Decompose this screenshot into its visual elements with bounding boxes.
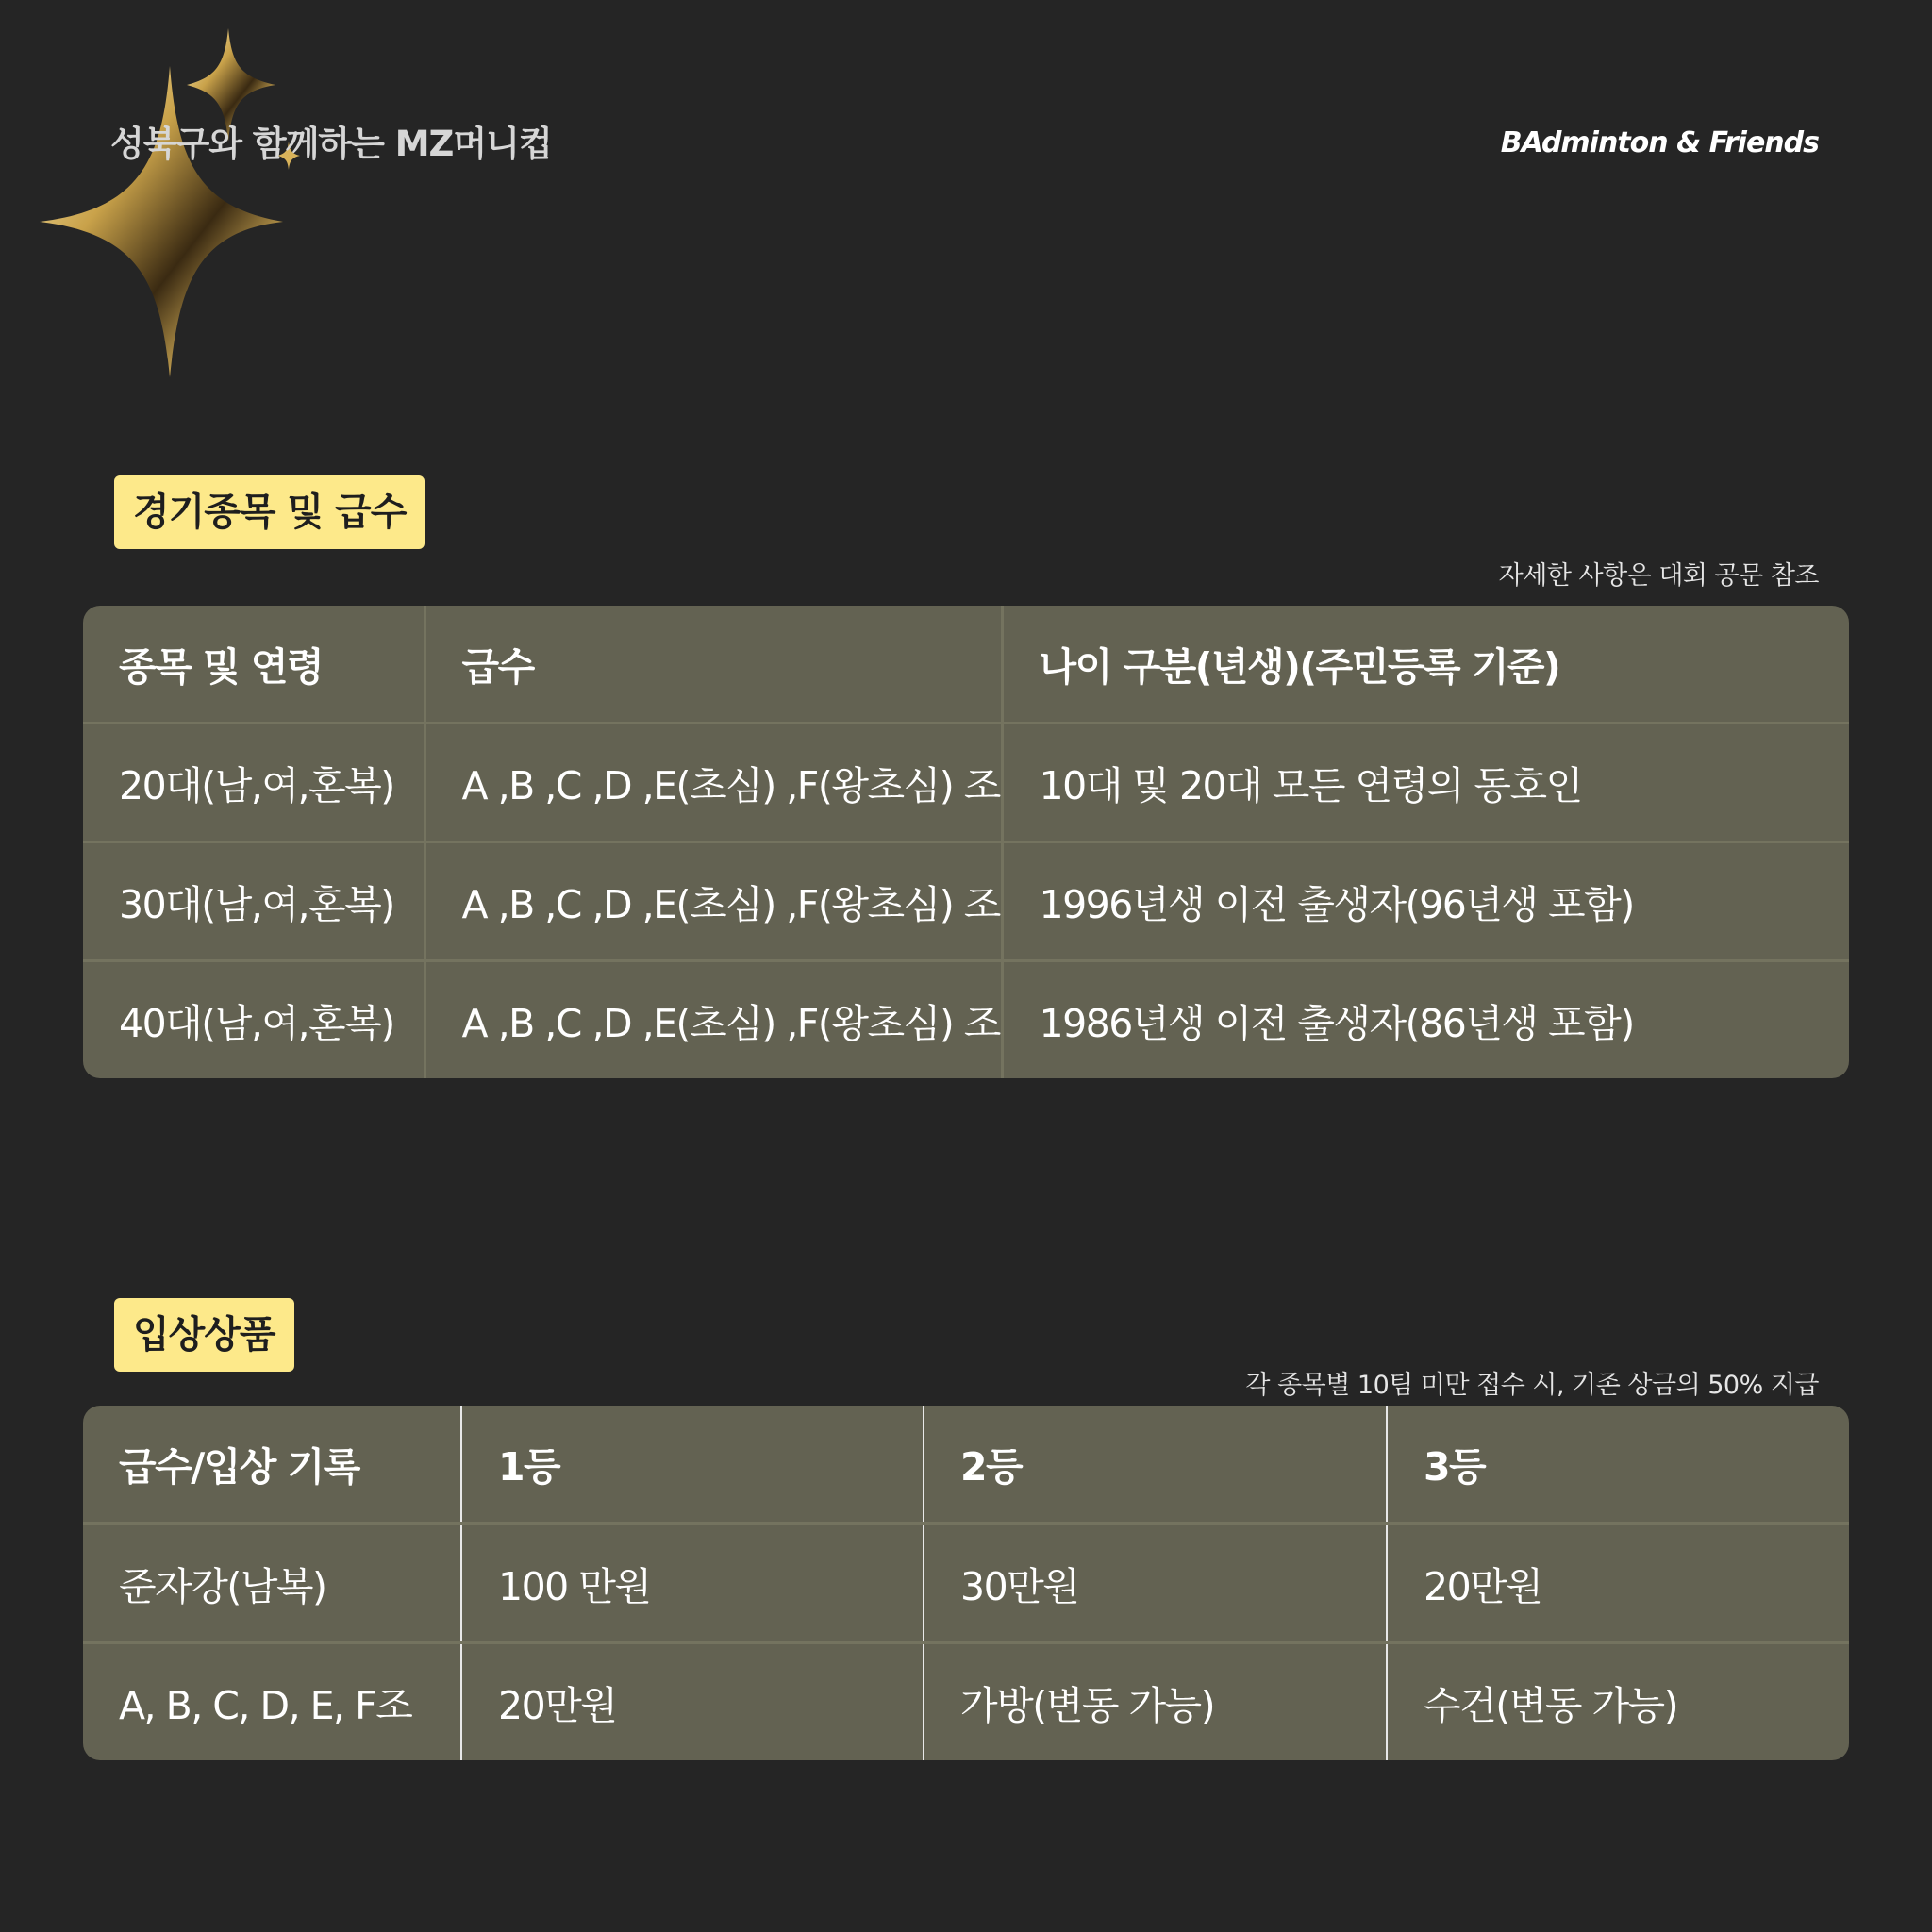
table-cell: 가방(변동 가능) [924,1643,1387,1761]
table-header-row [83,606,1849,724]
table-header-row [83,1406,1849,1524]
section-badge-events: 경기종목 및 급수 [114,475,425,549]
events-table-card [83,606,1849,1078]
column-header: 2등 [924,1406,1387,1524]
table-row [83,961,1849,1079]
prizes-table-card [83,1406,1849,1760]
events-table [83,606,1849,1078]
table-cell: 준자강(남복) [119,1564,326,1609]
table-cell: 10대 및 20대 모든 연령의 동호인 [1002,724,1849,842]
table-cell: 1996년생 이전 출생자(96년생 포함) [1002,842,1849,961]
table-cell: 수건(변동 가능) [1387,1643,1849,1761]
table-row [83,724,1849,842]
prizes-table [83,1406,1849,1760]
column-header: 종목 및 연령 [83,606,425,724]
column-header: 급수/입상 기록 [83,1406,461,1524]
table-cell: 40대(남,여,혼복) [83,961,425,1079]
column-header: 3등 [1387,1406,1849,1524]
section-badge-prizes: 입상상품 [114,1298,294,1372]
column-header: 나이 구분(년생)(주민등록 기준) [1002,606,1849,724]
table-row [83,842,1849,961]
event-title: 성북구와 함께하는 MZ머니컵 [110,124,552,164]
table-cell: A ,B ,C ,D ,E(초심) ,F(왕초심) 조 [425,961,1002,1079]
column-header: 급수 [425,606,1002,724]
table-row [83,1643,1849,1761]
table-cell: A ,B ,C ,D ,E(초심) ,F(왕초심) 조 [425,724,1002,842]
table-cell: 20만원 [1387,1524,1849,1643]
gold-sparkle-icon [28,19,330,396]
table-cell: 30대(남,여,혼복) [83,842,425,961]
section-note-prizes: 각 종목별 10팀 미만 접수 시, 기존 상금의 50% 지급 [1245,1371,1819,1400]
table-cell: 20만원 [461,1643,924,1761]
table-cell: A, B, C, D, E, F조 [83,1643,461,1761]
brand-logo: BAdminton & Friends [1500,126,1819,159]
column-header: 1등 [461,1406,924,1524]
table-cell: A ,B ,C ,D ,E(초심) ,F(왕초심) 조 [425,842,1002,961]
table-row [83,1524,1849,1643]
table-cell: 20대(남,여,혼복) [119,763,394,808]
table-cell: 30만원 [924,1524,1387,1643]
table-cell: 1986년생 이전 출생자(86년생 포함) [1002,961,1849,1079]
table-cell: 100 만원 [461,1524,924,1643]
section-note-events: 자세한 사항은 대회 공문 참조 [1498,561,1819,591]
